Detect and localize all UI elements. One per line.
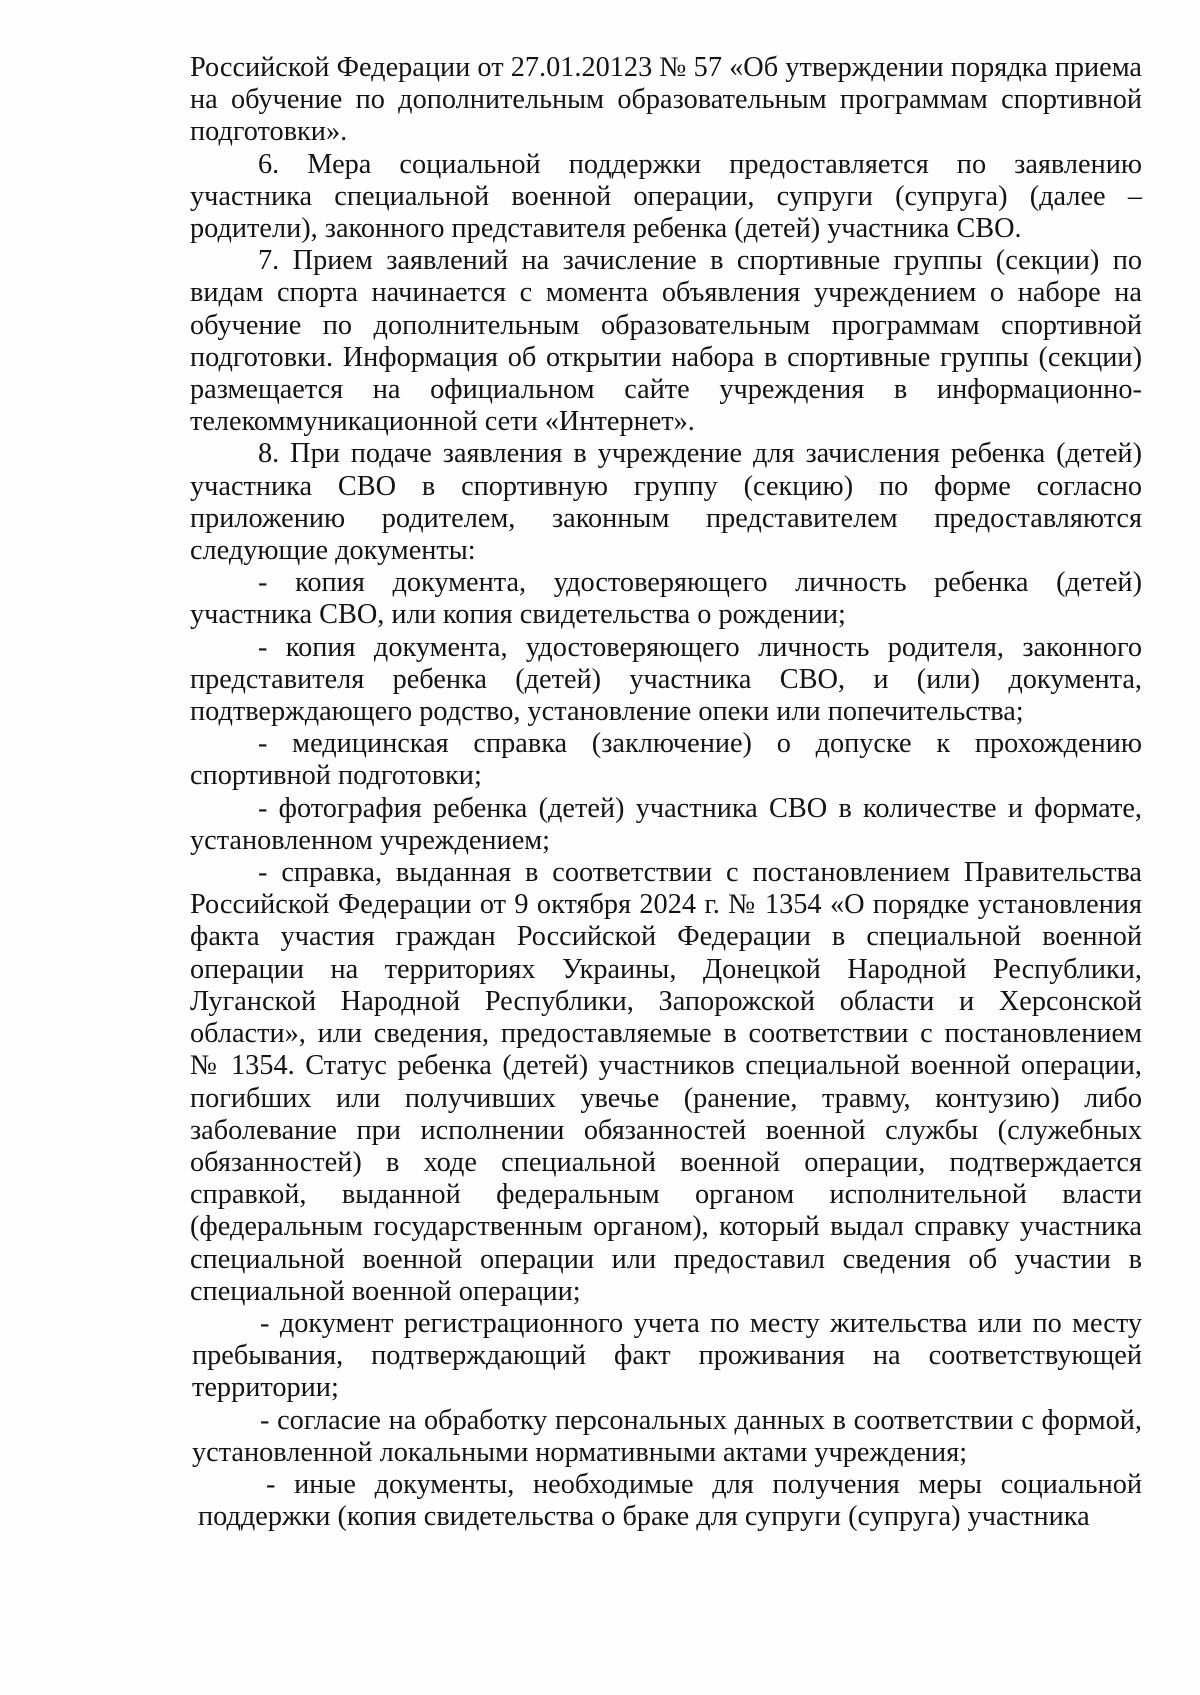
- list-item-medical-certificate: - медицинская справка (заключение) о допуске к прохождению спортивной подготовки;: [190, 728, 1142, 792]
- list-item-personal-data-consent: - согласие на обработку персональных данных в соответствии с формой, установленной локальными нормативными актами учреждения;: [192, 1404, 1142, 1468]
- list-item-child-identity-doc: - копия документа, удостоверяющего личность ребенка (детей) участника СВО, или копия свидетельства о рождении;: [190, 567, 1142, 631]
- list-item-parent-identity-doc: - копия документа, удостоверяющего личность родителя, законного представителя ребенка (детей) участника СВО, и (или) документа, подтверждающего родство, установление опеки или попечительства;: [190, 631, 1142, 728]
- list-item-other-documents: - иные документы, необходимые для получения меры социальной поддержки (копия свидетельства о браке для супруги (супруга) участника: [198, 1468, 1142, 1533]
- list-item-svo-certificate: - справка, выданная в соответствии с постановлением Правительства Российской Федерации от 9 октября 2024 г. № 1354 «О порядке установления факта участия граждан Российской Федерации в специальной военной операции на территориях Украины, Донецкой Народной Республики, Луганской Народной Республики, Запорожской области и Херсонской области», или сведения, предоставляемые в соответствии с постановлением № 1354. Статус ребенка (детей) участников специальной военной операции, погибших или получивших увечье (ранение, травму, контузию) либо заболевание при исполнении обязанностей военной службы (служебных обязанностей) в ходе специальной военной операции, подтверждается справкой, выданной федеральным органом исполнительной власти (федеральным государственным органом), который выдал справку участника специальной военной операции или предоставил сведения об участии в специальной военной операции;: [190, 857, 1142, 1307]
- paragraph-item-8: 8. При подаче заявления в учреждение для зачисления ребенка (детей) участника СВО в спортивную группу (секцию) по форме согласно приложению родителем, законным представителем предоставляются следующие документы:: [190, 438, 1142, 567]
- paragraph-continuation: Российской Федерации от 27.01.20123 № 57 «Об утверждении порядка приема на обучение по дополнительным образовательным программам спортивной подготовки».: [190, 52, 1142, 148]
- list-item-photo: - фотография ребенка (детей) участника СВО в количестве и формате, установленном учреждением;: [190, 792, 1142, 856]
- list-item-registration-doc: - документ регистрационного учета по месту жительства или по месту пребывания, подтверждающий факт проживания на соответствующей территории;: [192, 1307, 1142, 1404]
- paragraph-item-7: 7. Прием заявлений на зачисление в спортивные группы (секции) по видам спорта начинается с момента объявления учреждением о наборе на обучение по дополнительным образовательным программам спортивной подготовки. Информация об открытии набора в спортивные группы (секции) размещается на официальном сайте учреждения в информационно-телекоммуникационной сети «Интернет».: [190, 245, 1142, 438]
- paragraph-item-6: 6. Мера социальной поддержки предоставляется по заявлению участника специальной военной операции, супруги (супруга) (далее – родители), законного представителя ребенка (детей) участника СВО.: [190, 148, 1142, 245]
- document-body: [190, 52, 1142, 1533]
